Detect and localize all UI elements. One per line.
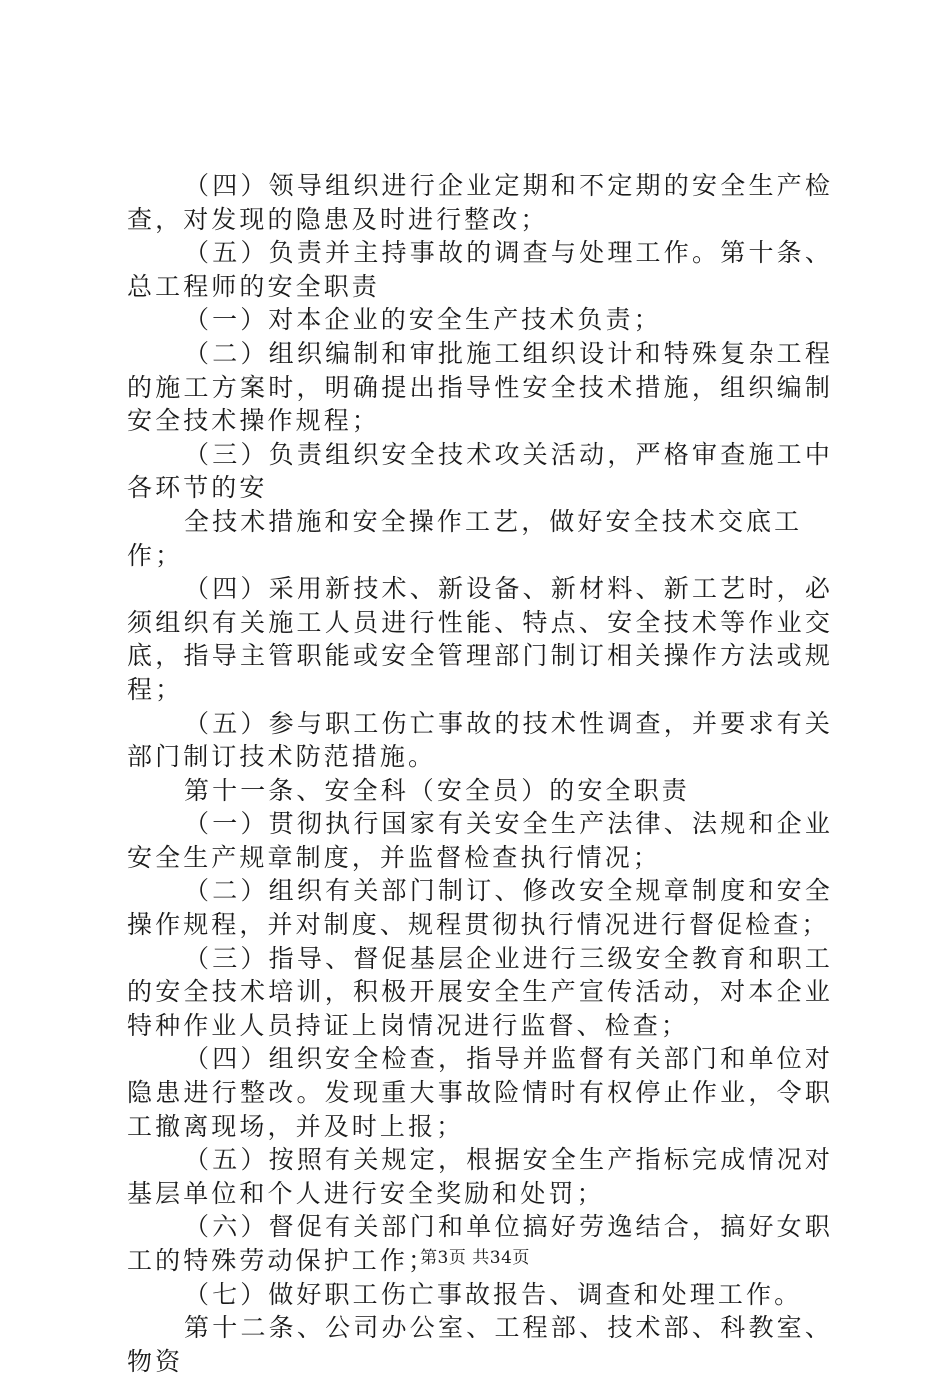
- paragraph: （一）对本企业的安全生产技术负责；: [184, 305, 662, 335]
- paragraph: （三）指导、督促基层企业进行三级安全教育和职工的安全技术培训，积极开展安全生产宣传活动，对本企业特种作业人员持证上岗情况进行监督、检查；: [127, 943, 833, 1040]
- document-body: [127, 169, 833, 1378]
- page-number-footer: 第3页 共34页: [420, 1248, 530, 1268]
- paragraph: 全技术措施和安全操作工艺，做好安全技术交底工作；: [127, 506, 803, 570]
- paragraph: （七）做好职工伤亡事故报告、调查和处理工作。: [184, 1279, 803, 1309]
- section-heading: 第十二条、公司办公室、工程部、技术部、科教室、物资: [127, 1313, 833, 1376]
- paragraph: （一）贯彻执行国家有关安全生产法律、法规和企业安全生产规章制度，并监督检查执行情况；: [127, 809, 833, 872]
- paragraph: （四）组织安全检查，指导并监督有关部门和单位对隐患进行整改。发现重大事故险情时有权停止作业，令职工撤离现场，并及时上报；: [127, 1044, 833, 1141]
- paragraph: （五）参与职工伤亡事故的技术性调查，并要求有关部门制订技术防范措施。: [127, 708, 833, 772]
- paragraph: （四）领导组织进行企业定期和不定期的安全生产检查，对发现的隐患及时进行整改；: [127, 171, 833, 234]
- paragraph: （六）督促有关部门和单位搞好劳逸结合，搞好女职工的特殊劳动保护工作；: [127, 1212, 833, 1275]
- section-heading: 第十一条、安全科（安全员）的安全职责: [184, 775, 690, 805]
- paragraph: （五）按照有关规定，根据安全生产指标完成情况对基层单位和个人进行安全奖励和处罚；: [127, 1145, 833, 1208]
- paragraph: （三）负责组织安全技术攻关活动，严格审查施工中各环节的安: [127, 439, 833, 503]
- paragraph: （二）组织有关部门制订、修改安全规章制度和安全操作规程，并对制度、规程贯彻执行情况进行督促检查；: [127, 876, 833, 940]
- paragraph: （四）采用新技术、新设备、新材料、新工艺时，必须组织有关施工人员进行性能、特点、安全技术等作业交底，指导主管职能或安全管理部门制订相关操作方法或规程；: [127, 574, 833, 704]
- paragraph: （五）负责并主持事故的调查与处理工作。第十条、总工程师的安全职责: [127, 238, 833, 301]
- paragraph: （二）组织编制和审批施工组织设计和特殊复杂工程的施工方案时，明确提出指导性安全技术措施，组织编制安全技术操作规程；: [127, 338, 833, 436]
